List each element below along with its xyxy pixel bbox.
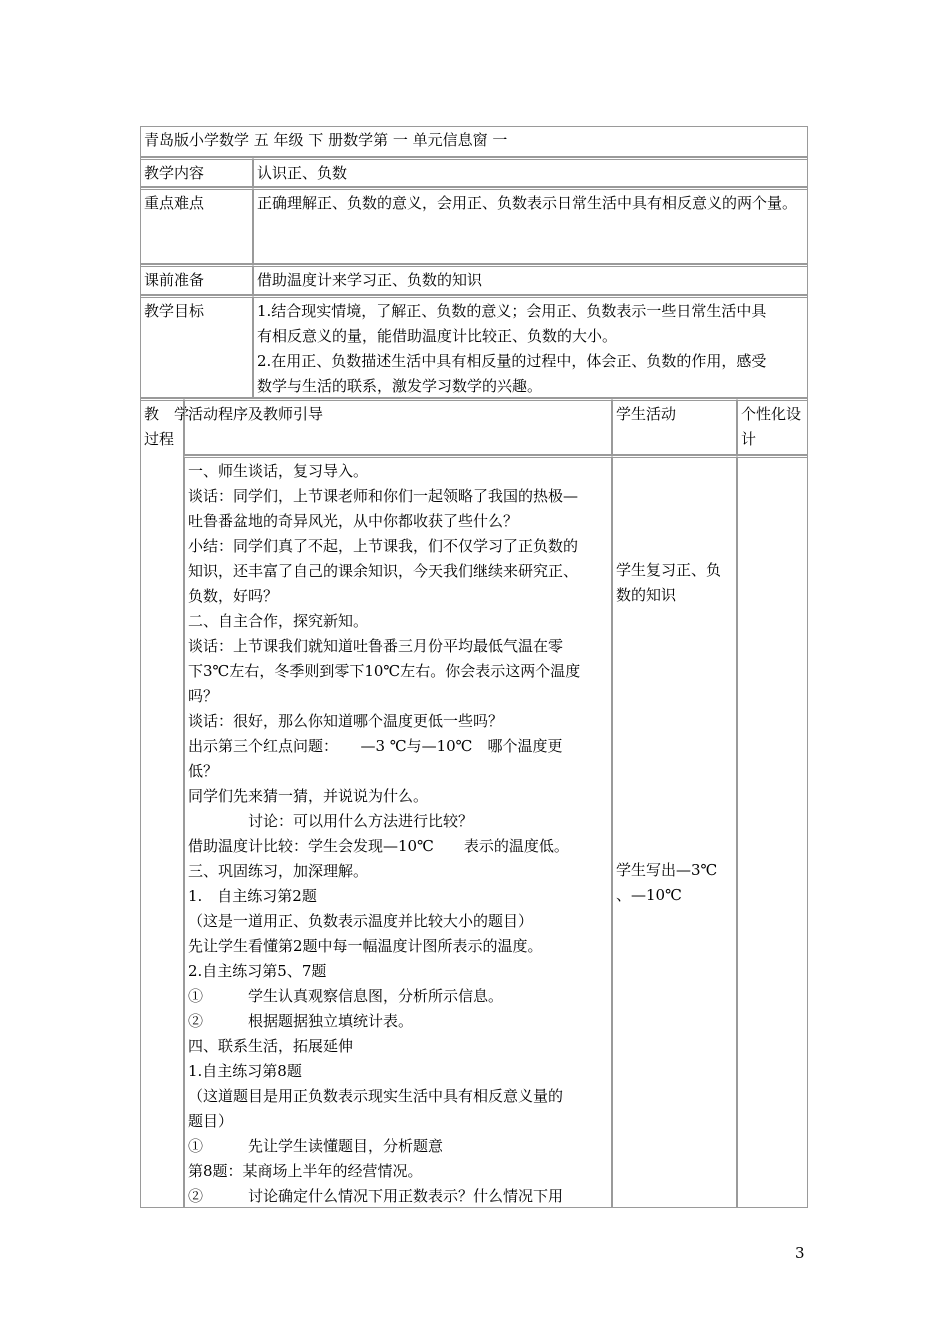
goals-label-cell — [140, 295, 253, 398]
guide-line: 题目） — [188, 1112, 234, 1130]
guide-line: 低？ — [188, 762, 219, 780]
guide-line: 吐鲁番盆地的奇异风光，从中你都收获了些什么？ — [188, 512, 519, 530]
guide-line: 第8题：某商场上半年的经营情况。 — [188, 1162, 423, 1180]
guide-header: 活动程序及教师引导 — [188, 405, 324, 423]
guide-line: 先让学生看懂第2题中每一幅温度计图所表示的温度。 — [188, 937, 543, 955]
guide-line: 知识，还丰富了自己的课余知识，今天我们继续来研究正、 — [188, 562, 579, 580]
guide-line: 讨论：可以用什么方法进行比较？ — [188, 812, 474, 830]
content-label: 教学内容 — [144, 164, 205, 182]
process-label-top: 教 学 — [144, 405, 190, 423]
personal-header-line: 个性化设 — [741, 405, 802, 423]
guide-line: ① 学生认真观察信息图，分析所示信息。 — [188, 987, 504, 1005]
goal-line: 2.在用正、负数描述生活中具有相反量的过程中，体会正、负数的作用，感受 — [257, 352, 767, 370]
student-note-2: 学生写出—3℃ 、—10℃ — [616, 861, 718, 904]
difficulty-label: 重点难点 — [144, 194, 205, 212]
guide-line: 1. 自主练习第2题 — [188, 887, 317, 905]
process-label-cell — [140, 398, 190, 1208]
guide-line: 谈话：上节课我们就知道吐鲁番三月份平均最低气温在零 — [188, 637, 564, 655]
guide-line: 谈话：同学们，上节课老师和你们一起领略了我国的热极— — [188, 487, 579, 505]
guide-line: （这是一道用正、负数表示温度并比较大小的题目） — [188, 912, 534, 930]
guide-line: 下3℃左右，冬季则到零下10℃左右。你会表示这两个温度 — [188, 662, 581, 680]
guide-line: （这道题目是用正负数表示现实生活中具有相反意义量的 — [188, 1087, 564, 1105]
guide-line: 出示第三个红点问题： —3 ℃与—10℃ 哪个温度更 — [188, 737, 563, 755]
guide-line: 小结：同学们真了不起，上节课我，们不仅学习了正负数的 — [188, 537, 579, 555]
student-note-1: 学生复习正、负 数的知识 — [616, 561, 722, 604]
personal-body-cell — [737, 455, 808, 1208]
process-label-bottom: 过程 — [144, 430, 175, 448]
goals-value-cell — [253, 295, 808, 398]
student-header-cell — [612, 398, 737, 455]
preparation-value: 借助温度计来学习正、负数的知识 — [257, 271, 483, 289]
guide-line: 同学们先来猜一猜，并说说为什么。 — [188, 787, 429, 805]
goal-line: 数学与生活的联系，激发学习数学的兴趣。 — [257, 377, 543, 395]
content-value: 认识正、负数 — [257, 164, 348, 182]
guide-line: 负数，好吗？ — [188, 587, 279, 605]
personal-header-line: 计 — [741, 430, 757, 448]
difficulty-value: 正确理解正、负数的意义，会用正、负数表示日常生活中具有相反意义的两个量。 — [257, 194, 798, 212]
goal-line: 有相反意义的量，能借助温度计比较正、负数的大小。 — [257, 327, 618, 345]
student-body-cell — [612, 455, 737, 1208]
header-text: 青岛版小学数学 五 年级 下 册数学第 一 单元信息窗 一 — [144, 131, 508, 149]
difficulty-value-cell — [253, 187, 808, 264]
guide-line: 2.自主练习第5、7题 — [188, 962, 327, 980]
guide-line: ① 先让学生读懂题目，分析题意 — [188, 1137, 444, 1155]
guide-line: 谈话：很好，那么你知道哪个温度更低一些吗？ — [188, 712, 504, 730]
content-label-cell — [140, 157, 253, 187]
guide-line: 吗？ — [188, 687, 219, 705]
personal-header-cell — [737, 398, 808, 455]
preparation-value-cell — [253, 264, 808, 295]
guide-line: 二、自主合作，探究新知。 — [188, 612, 369, 630]
guide-line: 借助温度计比较：学生会发现—10℃ 表示的温度低。 — [188, 837, 569, 855]
page-number: 3 — [795, 1244, 805, 1262]
difficulty-label-cell — [140, 187, 253, 264]
guide-line: ② 根据题据独立填统计表。 — [188, 1012, 414, 1030]
student-header: 学生活动 — [616, 405, 677, 423]
guide-line: 一、师生谈话，复习导入。 — [188, 462, 369, 480]
guide-header-cell — [184, 398, 612, 455]
guide-line: 1.自主练习第8题 — [188, 1062, 302, 1080]
preparation-label: 课前准备 — [144, 271, 205, 289]
table-header — [140, 126, 808, 157]
goals-label: 教学目标 — [144, 302, 205, 320]
guide-line: ② 讨论确定什么情况下用正数表示？什么情况下用 — [188, 1187, 564, 1205]
guide-body-cell — [184, 455, 612, 1208]
preparation-label-cell — [140, 264, 253, 295]
content-value-cell — [253, 157, 808, 187]
goal-line: 1.结合现实情境，了解正、负数的意义；会用正、负数表示一些日常生活中具 — [257, 302, 767, 320]
guide-line: 三、巩固练习，加深理解。 — [188, 862, 369, 880]
guide-line: 四、联系生活，拓展延伸 — [188, 1037, 354, 1055]
